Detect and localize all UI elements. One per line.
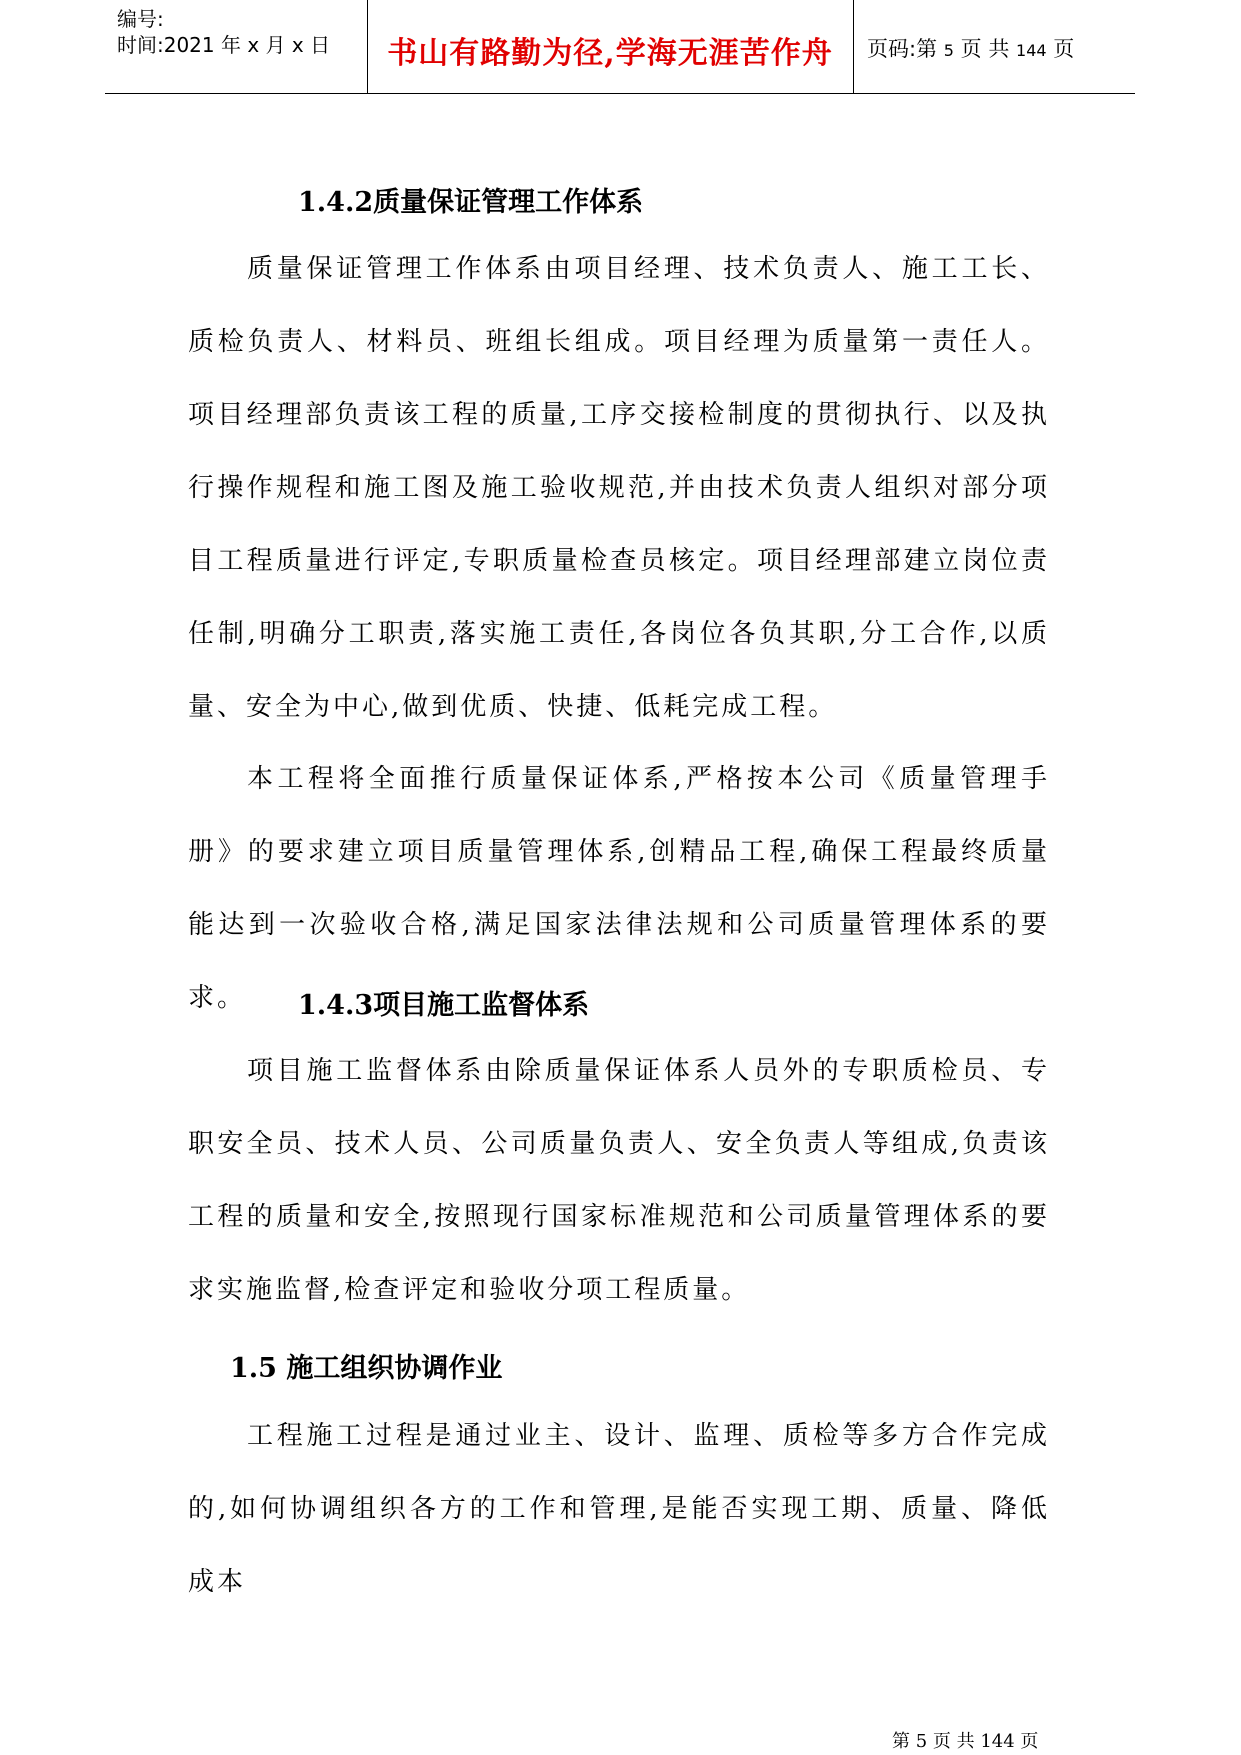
page-number: 5	[943, 41, 954, 60]
header-motto: 书山有路勤为径,学海无涯苦作舟	[387, 36, 833, 71]
page-suffix: 页	[1053, 37, 1075, 61]
page-header	[105, 0, 1135, 94]
section-heading-1-4-2: 1.4.2质量保证管理工作体系	[298, 187, 644, 218]
paragraph: 质量保证管理工作体系由项目经理、技术负责人、施工工长、质检负责人、材料员、班组长组成。项目经理为质量第一责任人。项目经理部负责该工程的质量,工序交接检制度的贯彻执行、以及执行操作规程和施工图及施工验收规范,并由技术负责人组织对部分项目工程质量进行评定,专职质量检查员核定。项目经理部建立岗位责任制,明确分工职责,落实施工责任,各岗位各负其职,分工合作,以质量、安全为中心,做到优质、快捷、低耗完成工程。	[188, 254, 1050, 722]
page-mid: 页 共	[960, 37, 1010, 61]
section-heading-1-5: 1.5 施工组织协调作业	[230, 1353, 503, 1384]
page-footer: 第 5 页 共 144 页	[892, 1731, 1039, 1752]
paragraph: 项目施工监督体系由除质量保证体系人员外的专职质检员、专职安全员、技术人员、公司质量负责人、安全负责人等组成,负责该工程的质量和安全,按照现行国家标准规范和公司质量管理体系的要求实施监督,检查评定和验收分项工程质量。	[188, 1056, 1050, 1305]
header-divider	[853, 0, 854, 93]
paragraph: 本工程将全面推行质量保证体系,严格按本公司《质量管理手册》的要求建立项目质量管理体系,创精品工程,确保工程最终质量能达到一次验收合格,满足国家法律法规和公司质量管理体系的要求。	[188, 764, 1050, 1013]
paragraph: 工程施工过程是通过业主、设计、监理、质检等多方合作完成的,如何协调组织各方的工作和管理,是能否实现工期、质量、降低成本	[188, 1421, 1050, 1597]
section-heading-1-4-3: 1.4.3项目施工监督体系	[298, 990, 590, 1021]
time-label: 时间:2021 年 x 月 x 日	[117, 33, 331, 57]
page-prefix: 页码:第	[867, 37, 938, 61]
header-left	[117, 6, 330, 58]
header-page-info	[867, 33, 1074, 63]
number-label: 编号:	[117, 7, 164, 31]
page-total: 144	[1016, 41, 1047, 60]
